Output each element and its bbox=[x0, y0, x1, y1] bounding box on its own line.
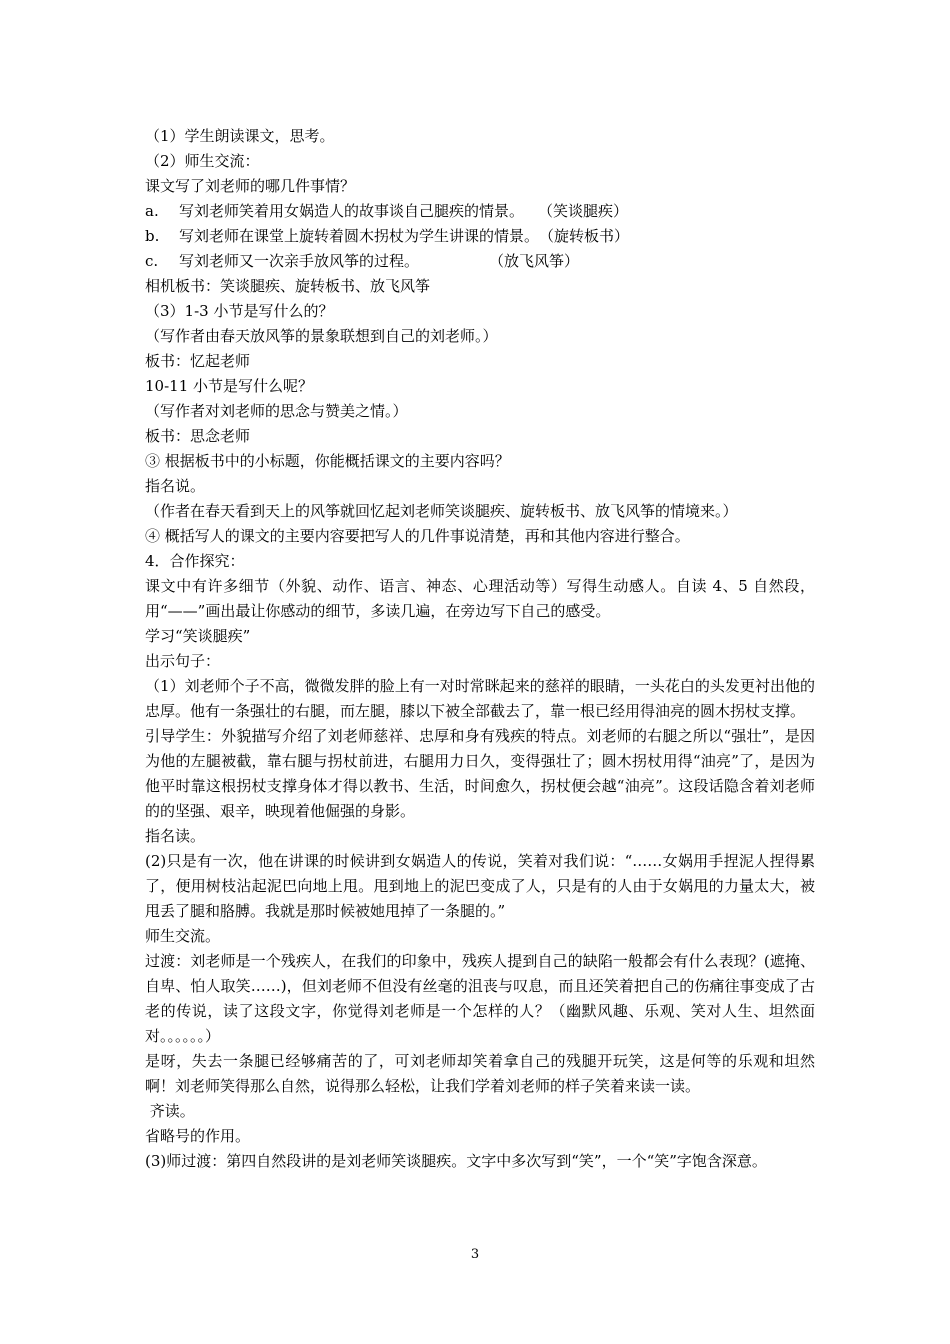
list-item-label: c. bbox=[145, 252, 159, 270]
list-item-label: a. bbox=[145, 202, 159, 220]
paragraph: (3)师过渡：第四自然段讲的是刘老师笑谈腿疾。文字中多次写到“笑”，一个“笑”字饱含深意。 bbox=[145, 1152, 767, 1170]
list-item-text: 写刘老师在课堂上旋转着圆木拐杖为学生讲课的情景。 bbox=[179, 227, 540, 245]
paragraph: （作者在春天看到天上的风筝就回忆起刘老师笑谈腿疾、旋转板书、放飞风筝的情境来。） bbox=[145, 502, 738, 520]
paragraph: 10-11 小节是写什么呢？ bbox=[145, 377, 314, 395]
list-item-text: 写刘老师笑着用女娲造人的故事谈自己腿疾的情景。 bbox=[179, 202, 525, 220]
paragraph: （1）刘老师个子不高，微微发胖的脸上有一对时常眯起来的慈祥的眼睛，一头花白的头发更衬出他的忠厚。他有一条强壮的右腿，而左腿，膝以下被全部截去了，靠一根已经用得油亮的圆木拐杖支撑。 bbox=[145, 677, 815, 720]
paragraph: 指名说。 bbox=[145, 477, 206, 495]
paragraph: （2）师生交流： bbox=[145, 152, 260, 170]
list-item-text: 写刘老师又一次亲手放风筝的过程。 bbox=[179, 252, 420, 270]
document-body bbox=[145, 124, 815, 1174]
page-number: 3 bbox=[470, 1247, 480, 1262]
paragraph: 板书：思念老师 bbox=[145, 427, 251, 445]
paragraph: （3）1-3 小节是写什么的？ bbox=[145, 302, 334, 320]
paragraph: 板书：忆起老师 bbox=[145, 352, 251, 370]
paragraph: （写作者由春天放风筝的景象联想到自己的刘老师。） bbox=[145, 327, 498, 345]
paragraph: （1）学生朗读课文，思考。 bbox=[145, 127, 335, 145]
list-item-tag: （笑谈腿疾） bbox=[538, 202, 629, 220]
paragraph: 省略号的作用。 bbox=[145, 1127, 251, 1145]
paragraph: 指名读。 bbox=[145, 827, 206, 845]
paragraph: 师生交流。 bbox=[145, 927, 221, 945]
list-item-label: b. bbox=[145, 227, 160, 245]
paragraph: 相机板书：笑谈腿疾、旋转板书、放飞风筝 bbox=[145, 277, 431, 295]
paragraph: 出示句子： bbox=[145, 652, 221, 670]
paragraph: ③ 根据板书中的小标题，你能概括课文的主要内容吗？ bbox=[145, 452, 510, 470]
paragraph: 过渡：刘老师是一个残疾人，在我们的印象中，残疾人提到自己的缺陷一般都会有什么表现？(遮掩、自卑、怕人取笑……)，但刘老师不但没有丝毫的沮丧与叹息，而且还笑着把自己的伤痛往事变成了古老的传说，读了这段文字，你觉得刘老师是一个怎样的人？（幽默风趣、乐观、笑对人生、坦然面对。。。。。。） bbox=[145, 952, 815, 1045]
paragraph: 课文写了刘老师的哪几件事情？ bbox=[145, 177, 356, 195]
paragraph: (2)只是有一次，他在讲课的时候讲到女娲造人的传说，笑着对我们说：“……女娲用手捏泥人捏得累了，便用树枝沾起泥巴向地上甩。甩到地上的泥巴变成了人，只是有的人由于女娲甩的力量太大，被甩丢了腿和胳膊。我就是那时候被她甩掉了一条腿的。” bbox=[145, 852, 815, 920]
list-item bbox=[145, 224, 815, 249]
paragraph: ④ 概括写人的课文的主要内容要把写人的几件事说清楚，再和其他内容进行整合。 bbox=[145, 527, 690, 545]
list-item bbox=[145, 249, 815, 274]
paragraph: 齐读。 bbox=[145, 1102, 195, 1120]
paragraph: 课文中有许多细节（外貌、动作、语言、神态、心理活动等）写得生动感人。自读 4、5 自然段，用“——”画出最让你感动的细节，多读几遍，在旁边写下自己的感受。 bbox=[145, 577, 815, 620]
list-item-tag: （旋转板书） bbox=[539, 227, 630, 245]
list-item-tag: （放飞风筝） bbox=[489, 252, 580, 270]
paragraph: 是呀，失去一条腿已经够痛苦的了，可刘老师却笑着拿自己的残腿开玩笑，这是何等的乐观和坦然啊！刘老师笑得那么自然，说得那么轻松，让我们学着刘老师的样子笑着来读一读。 bbox=[145, 1052, 815, 1095]
paragraph: （写作者对刘老师的思念与赞美之情。） bbox=[145, 402, 408, 420]
paragraph: 4．合作探究： bbox=[145, 552, 245, 570]
paragraph: 学习“笑谈腿疾” bbox=[145, 627, 251, 645]
list-item bbox=[145, 199, 815, 224]
paragraph: 引导学生：外貌描写介绍了刘老师慈祥、忠厚和身有残疾的特点。刘老师的右腿之所以“强壮”，是因为他的左腿被截，靠右腿与拐杖前进，右腿用力日久，变得强壮了；圆木拐杖用得“油亮”了，是因为他平时靠这根拐杖支撑身体才得以教书、生活，时间愈久，拐杖便会越“油亮”。这段话隐含着刘老师的的坚强、艰辛，映现着他倔强的身影。 bbox=[145, 727, 815, 820]
